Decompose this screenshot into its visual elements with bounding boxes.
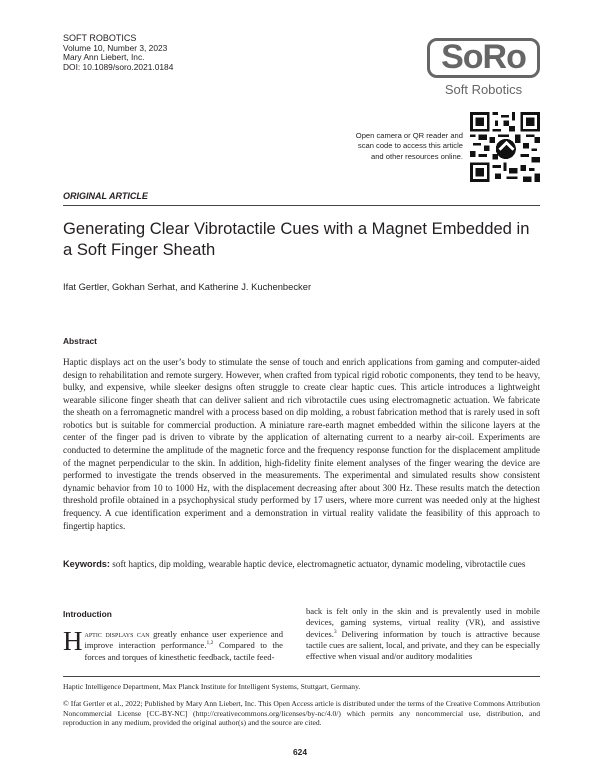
keywords: [63, 558, 540, 571]
qr-code-icon[interactable]: [470, 112, 540, 182]
journal-doi: DOI: 10.1089/soro.2021.0184: [63, 61, 174, 72]
journal-name: SOFT ROBOTICS: [63, 33, 137, 43]
citation-ref[interactable]: 3: [333, 628, 337, 635]
affiliation-footnote: Haptic Intelligence Department, Max Planck Institute for Intelligent Systems, Stuttgart, Germany.: [63, 682, 361, 691]
intro-text: greatly enhance user experience and improve interaction performance.: [84, 629, 284, 651]
header-divider: [63, 205, 540, 206]
abstract-text: Haptic displays act on the user’s body to stimulate the sense of touch and enrich applications from gaming and computer-aided design to rehabilitation and remote surgery. However, when crafted from typical rigid robotic components, they tend to be heavy, bulky, and expensive, while sleeker designs often struggle to create clear haptic cues. This article introduces a lightweight wearable silicone finger sheath that can deliver salient and rich vibrotactile cues using electromagnetic actuation. We fabricate the sheath on a ferromagnetic mandrel with a process based on dip molding, a robust fabrication method that is rarely used in soft robotics but is suitable for commercial production. A miniature rare-earth magnet embedded within the silicone layers at the center of the finger pad is driven to vibrate by the application of alternating current to a nearby air-coil. Experiments are conducted to determine the amplitude of the magnetic force and the frequency response function for the displacement amplitude of the magnet perpendicular to the skin. In addition, high-fidelity finite element analyses of the finger wearing the device are performed to investigate the trends observed in the measurements. The experimental and simulated results show consistent dynamic behavior from 10 to 1000 Hz, with the displacement decreasing after about 300 Hz. These results match the detection threshold profile obtained in a psychophysical study performed by 17 users, where more current was needed only at the highest frequency. A cue identification experiment and a demonstration in virtual reality validate the feasibility of this approach to fingertip haptics.: [63, 357, 540, 531]
keywords-text: soft haptics, dip molding, wearable haptic device, electromagnetic actuator, dynamic modeling, vibrotactile cues: [112, 559, 526, 569]
license-footnote: © Ifat Gertler et al., 2022; Published by Mary Ann Liebert, Inc. This Open Access article is distributed under the terms of the Creative Commons Attribution Noncommercial License [CC-BY-NC] (http://creativecommons.org/licenses/by-nc/4.0/) which permits any noncommercial use, distribution, and reproduction in any medium, provided the original author(s) and the source are cited.: [63, 699, 540, 728]
intro-smallcaps: aptic displays can: [84, 629, 150, 639]
article-type: ORIGINAL ARTICLE: [63, 191, 148, 201]
qr-note-line: Open camera or QR reader and: [355, 131, 463, 140]
intro-column-left: [63, 626, 284, 663]
drop-cap: H: [63, 626, 83, 656]
journal-volume: Volume 10, Number 3, 2023: [63, 42, 168, 53]
journal-meta: [63, 34, 173, 72]
journal-logo-subtitle: Soft Robotics: [444, 82, 523, 97]
intro-column-right: [306, 606, 540, 662]
citation-ref[interactable]: 1,2: [206, 640, 214, 647]
introduction-heading: Introduction: [63, 609, 112, 619]
keywords-label: Keywords:: [63, 559, 110, 569]
qr-note-line: and other resources online.: [370, 151, 463, 161]
page-number: 624: [293, 747, 307, 757]
intro-text: Delivering information by touch is attractive because tactile cues are salient, local, and private, and they can be especially effective when visual and/or auditory modalities: [306, 628, 540, 662]
qr-note-line: scan code to access this article: [357, 141, 463, 151]
qr-note: [330, 131, 463, 162]
journal-logo: SoRo: [441, 38, 526, 76]
journal-publisher: Mary Ann Liebert, Inc.: [63, 52, 145, 63]
article-title: Generating Clear Vibrotactile Cues with a Magnet Embedded in a Soft Finger Sheath: [63, 219, 530, 259]
intro-text: Compared to the forces and torques of kinesthetic feedback, tactile feed-: [84, 640, 283, 662]
footnote-divider: [63, 676, 540, 677]
intro-text: back is felt only in the skin and is prevalently used in mobile devices, gaming systems, virtual reality (VR), and assistive devices.: [306, 606, 540, 639]
article-authors: Ifat Gertler, Gokhan Serhat, and Katherine J. Kuchenbecker: [63, 281, 312, 292]
abstract-heading: Abstract: [63, 336, 97, 346]
